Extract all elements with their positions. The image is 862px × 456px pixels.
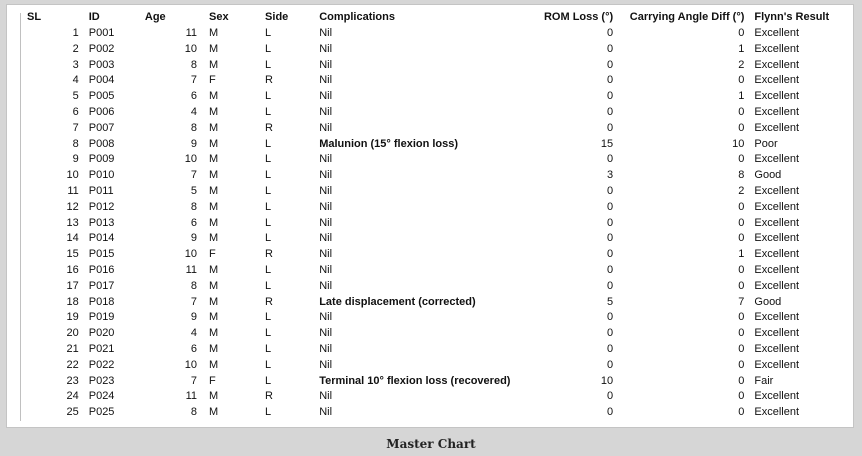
cell-side: L: [265, 137, 272, 150]
table-row: [21, 26, 853, 42]
cell-complications: Nil: [319, 390, 333, 403]
cell-carrying-angle-diff: 0: [738, 216, 745, 229]
cell-carrying-angle-diff: 0: [738, 121, 745, 134]
cell-complications: Nil: [319, 232, 333, 245]
cell-sex: M: [209, 153, 219, 166]
cell-rom-loss: 0: [607, 232, 614, 245]
cell-carrying-angle-diff: 0: [738, 153, 745, 166]
cell-sex: M: [209, 27, 219, 39]
cell-age: 6: [190, 90, 197, 103]
cell-sex: M: [209, 358, 219, 371]
cell-carrying-angle-diff: 0: [738, 406, 745, 419]
cell-rom-loss: 0: [607, 27, 614, 39]
cell-id: P014: [88, 232, 115, 245]
header-sl: SL: [27, 11, 42, 24]
cell-carrying-angle-diff: 0: [738, 27, 745, 39]
cell-side: R: [265, 121, 273, 134]
cell-rom-loss: 0: [607, 342, 614, 355]
cell-age: 8: [190, 406, 197, 419]
cell-complications: Nil: [319, 121, 333, 134]
cell-rom-loss: 0: [607, 327, 614, 340]
cell-rom-loss: 0: [607, 358, 614, 371]
cell-complications: Malunion (15° flexion loss): [319, 137, 459, 150]
cell-complications: Nil: [319, 406, 333, 419]
cell-age: 5: [190, 184, 197, 197]
table-caption: Master Chart: [386, 437, 476, 451]
table-row: [21, 374, 853, 390]
cell-id: P018: [88, 295, 115, 308]
cell-side: L: [265, 169, 272, 182]
cell-flynns-result: Excellent: [754, 42, 800, 55]
cell-sl: 6: [72, 105, 79, 118]
cell-id: P004: [88, 74, 115, 87]
cell-age: 10: [184, 153, 197, 166]
cell-sl: 13: [66, 216, 79, 229]
cell-complications: Nil: [319, 311, 333, 324]
cell-side: L: [265, 263, 272, 276]
cell-flynns-result: Excellent: [754, 232, 800, 245]
table-row: [21, 137, 853, 153]
cell-carrying-angle-diff: 0: [738, 279, 745, 292]
cell-rom-loss: 0: [607, 311, 614, 324]
cell-sl: 9: [72, 153, 79, 166]
cell-rom-loss: 0: [607, 406, 614, 419]
cell-flynns-result: Good: [754, 169, 782, 182]
cell-flynns-result: Excellent: [754, 27, 800, 39]
cell-sex: M: [209, 279, 219, 292]
cell-sex: M: [209, 121, 219, 134]
cell-flynns-result: Excellent: [754, 263, 800, 276]
cell-flynns-result: Excellent: [754, 216, 800, 229]
cell-complications: Nil: [319, 216, 333, 229]
cell-id: P012: [88, 200, 115, 213]
cell-sex: F: [209, 248, 216, 261]
table-row: [21, 310, 853, 326]
cell-complications: Nil: [319, 153, 333, 166]
cell-sl: 23: [66, 374, 79, 387]
cell-sex: M: [209, 311, 219, 324]
cell-age: 7: [190, 374, 197, 387]
table-header-row: [21, 10, 853, 26]
cell-sl: 22: [66, 358, 79, 371]
table-row: [21, 263, 853, 279]
cell-side: L: [265, 406, 272, 419]
cell-age: 11: [185, 27, 197, 39]
cell-complications: Nil: [319, 358, 333, 371]
cell-id: P001: [88, 27, 115, 39]
cell-complications: Nil: [319, 90, 333, 103]
table-row: [21, 247, 853, 263]
cell-age: 7: [190, 169, 197, 182]
cell-side: L: [265, 216, 272, 229]
table-row: [21, 121, 853, 137]
cell-id: P019: [88, 311, 115, 324]
cell-id: P017: [88, 279, 115, 292]
cell-complications: Nil: [319, 27, 333, 39]
cell-carrying-angle-diff: 0: [738, 374, 745, 387]
cell-flynns-result: Excellent: [754, 105, 800, 118]
cell-carrying-angle-diff: 0: [738, 263, 745, 276]
cell-sex: M: [209, 137, 219, 150]
cell-sl: 18: [66, 295, 79, 308]
cell-sex: M: [209, 42, 219, 55]
cell-rom-loss: 0: [607, 390, 614, 403]
cell-side: L: [265, 358, 272, 371]
cell-flynns-result: Fair: [754, 374, 774, 387]
cell-side: L: [265, 200, 272, 213]
cell-id: P010: [88, 169, 115, 182]
cell-rom-loss: 0: [607, 184, 614, 197]
master-chart-sheet: [6, 4, 854, 428]
cell-sex: M: [209, 390, 219, 403]
cell-carrying-angle-diff: 0: [738, 358, 745, 371]
cell-side: L: [265, 58, 272, 71]
header-sex: Sex: [209, 11, 229, 24]
cell-id: P007: [88, 121, 115, 134]
cell-carrying-angle-diff: 0: [738, 105, 745, 118]
cell-side: L: [265, 90, 272, 103]
cell-age: 9: [190, 137, 197, 150]
cell-carrying-angle-diff: 2: [738, 58, 745, 71]
table-row: [21, 389, 853, 405]
cell-sex: M: [209, 105, 219, 118]
cell-flynns-result: Excellent: [754, 311, 800, 324]
cell-id: P011: [88, 184, 114, 197]
cell-age: 4: [190, 327, 197, 340]
cell-id: P025: [88, 406, 115, 419]
cell-age: 10: [184, 358, 197, 371]
cell-sl: 2: [72, 42, 79, 55]
table-row: [21, 184, 853, 200]
master-chart-table: [21, 10, 853, 421]
cell-carrying-angle-diff: 1: [738, 90, 745, 103]
cell-carrying-angle-diff: 1: [738, 248, 745, 261]
cell-carrying-angle-diff: 1: [738, 42, 745, 55]
cell-rom-loss: 0: [607, 90, 614, 103]
cell-side: L: [265, 327, 272, 340]
table-row: [21, 58, 853, 74]
header-complications: Complications: [319, 11, 395, 24]
cell-rom-loss: 0: [607, 279, 614, 292]
cell-rom-loss: 0: [607, 42, 614, 55]
cell-flynns-result: Excellent: [754, 58, 800, 71]
cell-sl: 16: [66, 263, 79, 276]
table-row: [21, 216, 853, 232]
cell-complications: Terminal 10° flexion loss (recovered): [319, 374, 511, 387]
cell-rom-loss: 0: [607, 74, 614, 87]
table-row: [21, 89, 853, 105]
cell-sl: 20: [66, 327, 79, 340]
cell-rom-loss: 5: [607, 295, 614, 308]
cell-sl: 19: [66, 311, 79, 324]
cell-rom-loss: 0: [607, 248, 614, 261]
cell-sl: 7: [72, 121, 79, 134]
cell-sl: 5: [72, 90, 79, 103]
cell-id: P005: [88, 90, 115, 103]
table-row: [21, 279, 853, 295]
cell-flynns-result: Poor: [754, 137, 778, 150]
cell-carrying-angle-diff: 0: [738, 200, 745, 213]
cell-flynns-result: Excellent: [754, 184, 800, 197]
cell-carrying-angle-diff: 0: [738, 74, 745, 87]
cell-side: L: [265, 311, 272, 324]
cell-carrying-angle-diff: 0: [738, 327, 745, 340]
cell-side: R: [265, 248, 273, 261]
cell-complications: Nil: [319, 279, 333, 292]
cell-carrying-angle-diff: 2: [738, 184, 745, 197]
cell-sl: 4: [72, 74, 79, 87]
cell-sex: F: [209, 374, 216, 387]
cell-complications: Nil: [319, 248, 333, 261]
cell-complications: Nil: [319, 263, 333, 276]
cell-age: 7: [190, 295, 197, 308]
cell-rom-loss: 0: [607, 121, 614, 134]
cell-id: P015: [88, 248, 115, 261]
cell-sl: 14: [66, 232, 79, 245]
cell-rom-loss: 10: [600, 374, 614, 387]
cell-flynns-result: Excellent: [754, 74, 800, 87]
cell-complications: Nil: [319, 42, 333, 55]
cell-id: P009: [88, 153, 115, 166]
cell-sex: M: [209, 232, 219, 245]
cell-sex: F: [209, 74, 216, 87]
cell-complications: Late displacement (corrected): [319, 295, 476, 308]
cell-complications: Nil: [319, 327, 333, 340]
table-row: [21, 231, 853, 247]
cell-sex: M: [209, 406, 219, 419]
cell-side: L: [265, 374, 272, 387]
cell-age: 6: [190, 342, 197, 355]
cell-sl: 8: [72, 137, 79, 150]
header-carrying-angle-diff: Carrying Angle Diff (°): [629, 11, 745, 24]
cell-sex: M: [209, 90, 219, 103]
cell-rom-loss: 15: [600, 137, 614, 150]
cell-age: 7: [190, 74, 197, 87]
header-flynns-result: Flynn's Result: [754, 11, 830, 24]
cell-flynns-result: Excellent: [754, 90, 800, 103]
cell-sl: 24: [66, 390, 79, 403]
header-age: Age: [144, 11, 166, 24]
cell-rom-loss: 0: [607, 58, 614, 71]
cell-carrying-angle-diff: 0: [738, 311, 745, 324]
cell-rom-loss: 0: [607, 216, 614, 229]
cell-id: P003: [88, 58, 115, 71]
cell-sl: 15: [66, 248, 79, 261]
cell-age: 11: [185, 390, 197, 403]
cell-age: 8: [190, 279, 197, 292]
cell-sex: M: [209, 342, 219, 355]
cell-flynns-result: Excellent: [754, 358, 800, 371]
cell-id: P016: [88, 263, 115, 276]
cell-complications: Nil: [319, 74, 333, 87]
cell-age: 9: [190, 232, 197, 245]
cell-sl: 3: [72, 58, 79, 71]
cell-side: L: [265, 153, 272, 166]
table-row: [21, 73, 853, 89]
table-row: [21, 342, 853, 358]
cell-sl: 1: [72, 27, 79, 39]
cell-carrying-angle-diff: 0: [738, 342, 745, 355]
cell-flynns-result: Excellent: [754, 121, 800, 134]
cell-age: 8: [190, 121, 197, 134]
cell-age: 11: [185, 263, 197, 276]
cell-age: 4: [190, 105, 197, 118]
table-row: [21, 200, 853, 216]
cell-age: 9: [190, 311, 197, 324]
cell-sex: M: [209, 216, 219, 229]
cell-id: P002: [88, 42, 115, 55]
cell-side: L: [265, 232, 272, 245]
cell-sl: 11: [67, 184, 79, 197]
cell-age: 10: [184, 42, 197, 55]
cell-sl: 10: [66, 169, 79, 182]
cell-id: P013: [88, 216, 115, 229]
cell-flynns-result: Excellent: [754, 279, 800, 292]
cell-sex: M: [209, 200, 219, 213]
cell-carrying-angle-diff: 0: [738, 390, 745, 403]
cell-id: P022: [88, 358, 115, 371]
cell-complications: Nil: [319, 105, 333, 118]
cell-sex: M: [209, 327, 219, 340]
cell-complications: Nil: [319, 200, 333, 213]
table-row: [21, 295, 853, 311]
cell-sex: M: [209, 295, 219, 308]
cell-id: P008: [88, 137, 115, 150]
cell-age: 8: [190, 58, 197, 71]
cell-id: P021: [88, 342, 115, 355]
cell-rom-loss: 0: [607, 200, 614, 213]
cell-flynns-result: Excellent: [754, 248, 800, 261]
header-rom-loss: ROM Loss (°): [543, 11, 614, 24]
cell-carrying-angle-diff: 8: [738, 169, 745, 182]
cell-side: L: [265, 42, 272, 55]
cell-sex: M: [209, 184, 219, 197]
cell-flynns-result: Excellent: [754, 327, 800, 340]
cell-age: 6: [190, 216, 197, 229]
cell-side: L: [265, 184, 272, 197]
table-row: [21, 168, 853, 184]
cell-age: 10: [184, 248, 197, 261]
cell-flynns-result: Excellent: [754, 342, 800, 355]
cell-rom-loss: 0: [607, 263, 614, 276]
table-row: [21, 152, 853, 168]
cell-flynns-result: Good: [754, 295, 782, 308]
cell-sex: M: [209, 169, 219, 182]
cell-flynns-result: Excellent: [754, 406, 800, 419]
cell-carrying-angle-diff: 10: [732, 137, 745, 150]
table-row: [21, 358, 853, 374]
cell-sex: M: [209, 263, 219, 276]
cell-side: L: [265, 279, 272, 292]
cell-flynns-result: Excellent: [754, 153, 800, 166]
cell-sl: 25: [66, 406, 79, 419]
cell-sl: 21: [66, 342, 79, 355]
cell-carrying-angle-diff: 0: [738, 232, 745, 245]
cell-rom-loss: 0: [607, 153, 614, 166]
cell-flynns-result: Excellent: [754, 390, 800, 403]
cell-complications: Nil: [319, 58, 333, 71]
cell-carrying-angle-diff: 7: [738, 295, 745, 308]
table-row: [21, 405, 853, 421]
cell-rom-loss: 3: [607, 169, 614, 182]
cell-sl: 12: [66, 200, 79, 213]
cell-side: L: [265, 105, 272, 118]
table-row: [21, 42, 853, 58]
cell-rom-loss: 0: [607, 105, 614, 118]
cell-complications: Nil: [319, 184, 333, 197]
cell-age: 8: [190, 200, 197, 213]
cell-id: P006: [88, 105, 115, 118]
cell-sex: M: [209, 58, 219, 71]
cell-side: R: [265, 295, 273, 308]
cell-side: R: [265, 390, 273, 403]
table-row: [21, 105, 853, 121]
cell-id: P024: [88, 390, 115, 403]
cell-side: L: [265, 27, 272, 39]
header-side: Side: [265, 11, 289, 24]
cell-side: L: [265, 342, 272, 355]
cell-id: P020: [88, 327, 115, 340]
table-row: [21, 326, 853, 342]
cell-flynns-result: Excellent: [754, 200, 800, 213]
cell-complications: Nil: [319, 169, 333, 182]
cell-sl: 17: [66, 279, 79, 292]
cell-side: R: [265, 74, 273, 87]
header-id: ID: [88, 11, 100, 24]
cell-complications: Nil: [319, 342, 333, 355]
cell-id: P023: [88, 374, 115, 387]
